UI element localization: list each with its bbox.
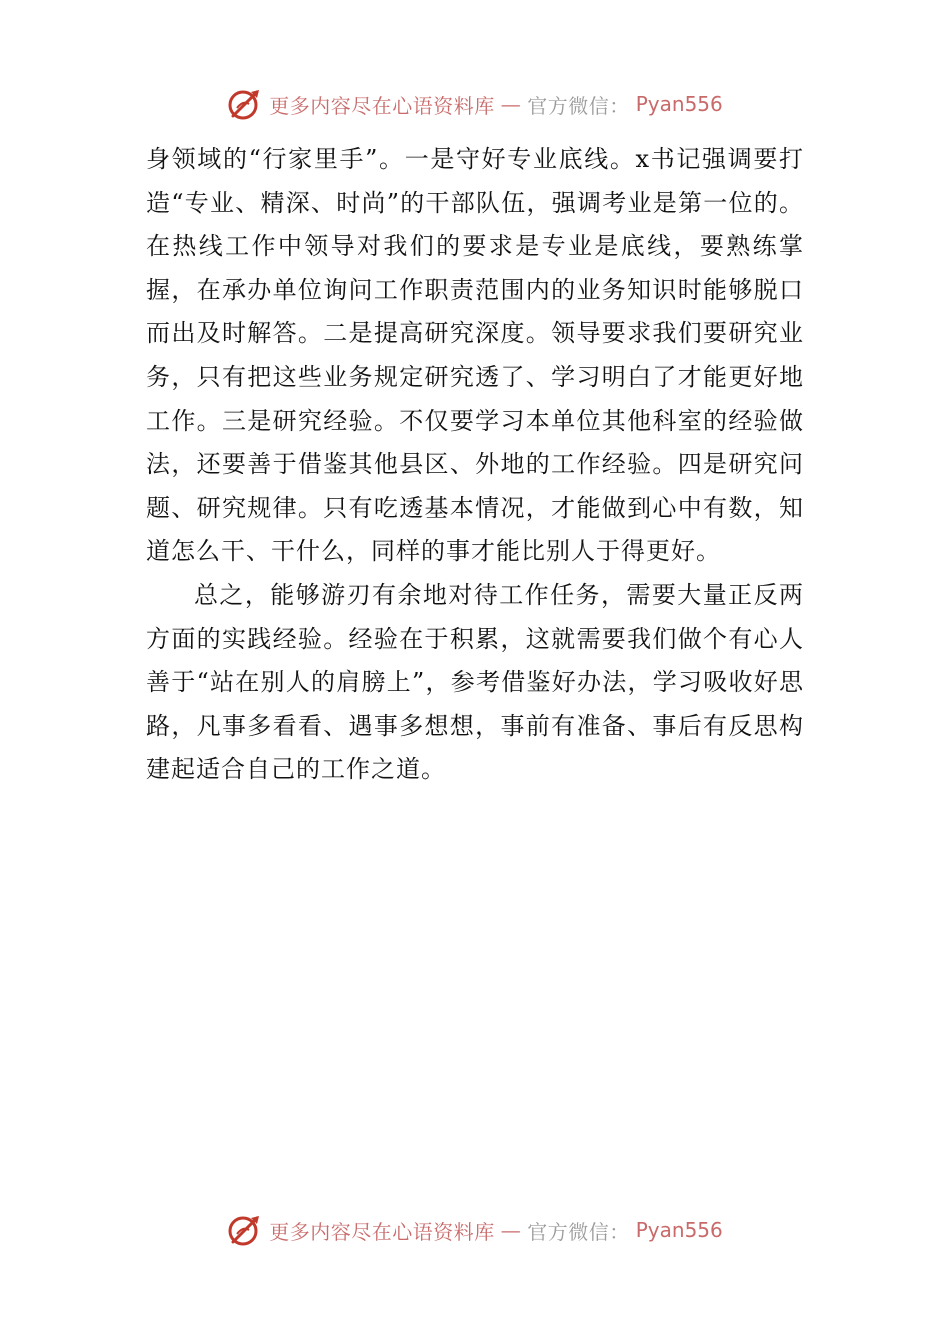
pen-circle-logo-icon — [227, 1212, 263, 1248]
pen-circle-logo-icon — [227, 86, 263, 122]
header-wechat-id: Pyan556 — [635, 92, 723, 116]
footer-dash: — — [500, 1218, 522, 1242]
footer-wechat-id: Pyan556 — [635, 1218, 723, 1242]
document-body — [146, 138, 804, 792]
header-banner — [0, 84, 950, 124]
header-main-text: 更多内容尽在心语资料库 — [269, 93, 495, 118]
footer-banner — [0, 1210, 950, 1250]
paragraph-2: 总之，能够游刃有余地对待工作任务，需要大量正反两方面的实践经验。经验在于积累，这就需要我们做个有心人善于“站在别人的肩膀上”，参考借鉴好办法，学习吸收好思路，凡事多看看、遇事多想想，事前有准备、事后有反思构建起适合自己的工作之道。 — [146, 580, 804, 784]
header-official-label: 官方微信： — [527, 93, 630, 118]
footer-official-label: 官方微信： — [527, 1219, 630, 1244]
header-dash: — — [500, 92, 522, 116]
footer-main-text: 更多内容尽在心语资料库 — [269, 1219, 495, 1244]
paragraph-1: 身领域的“行家里手”。一是守好专业底线。x书记强调要打造“专业、精深、时尚”的干部队伍，强调考业是第一位的。在热线工作中领导对我们的要求是专业是底线，要熟练掌握，在承办单位询问工作职责范围内的业务知识时能够脱口而出及时解答。二是提高研究深度。领导要求我们要研究业务，只有把这些业务规定研究透了、学习明白了才能更好地工作。三是研究经验。不仅要学习本单位其他科室的经验做法，还要善于借鉴其他县区、外地的工作经验。四是研究问题、研究规律。只有吃透基本情况，才能做到心中有数，知道怎么干、干什么，同样的事才能比别人于得更好。 — [146, 145, 804, 566]
